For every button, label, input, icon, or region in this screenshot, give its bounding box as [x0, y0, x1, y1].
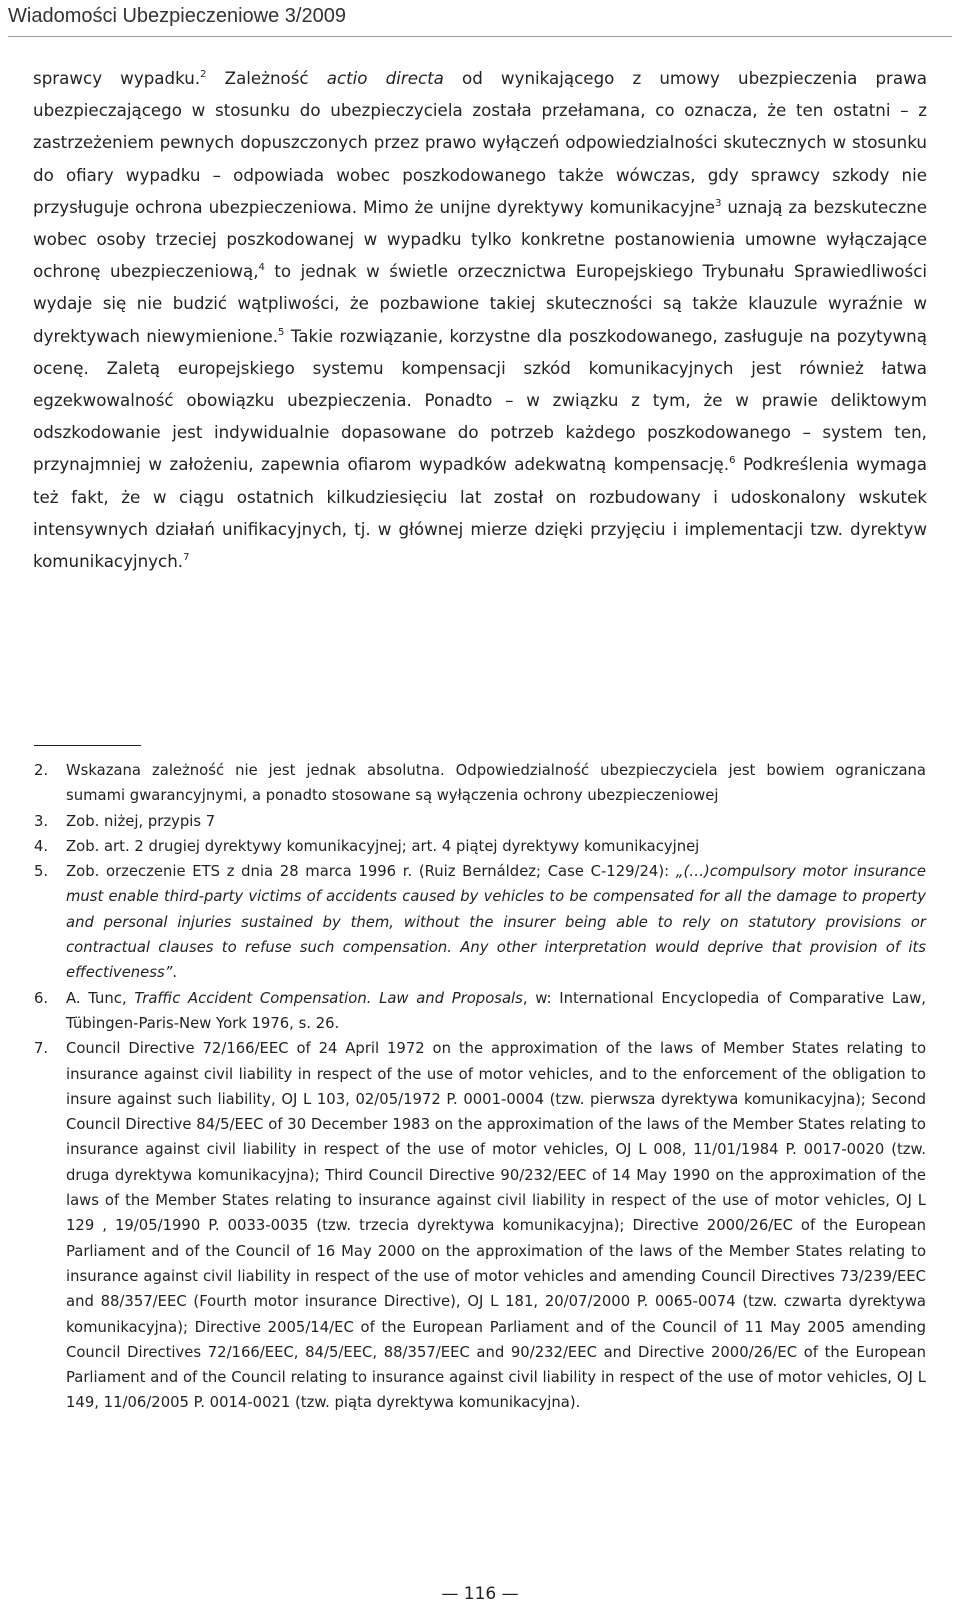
footnote-number: 6. — [34, 989, 49, 1007]
footnote-4 — [34, 834, 926, 859]
footnote-ref-2[interactable]: 2 — [200, 69, 207, 80]
footnote-text — [66, 859, 926, 985]
main-paragraph — [33, 62, 927, 577]
footnote-text: Council Directive 72/166/EEC of 24 April 1972 on the approximation of the laws of Member States relating to insurance against civil liability in respect of the use of motor vehicles, and to the enforcement of the obligation to insure against such liability, OJ L 103, 02/05/1972 P. 0001-0004 (tzw. pierwsza dyrektywa komunikacyjna); Second Council Directive 84/5/EEC of 30 December 1983 on the approximation of the laws of the Member States relating to insurance against civil liability in respect of the use of motor vehicles, OJ L 008, 11/01/1984 P. 0017-0020 (tzw. druga dyrektywa komunikacyjna); Third Council Directive 90/232/EEC of 14 May 1990 on the approximation of the laws of the Member States relating to insurance against civil liability in respect of the use of motor vehicles, OJ L 129 , 19/05/1990 P. 0033-0035 (tzw. trzecia dyrektywa komunikacyjna); Directive 2000/26/EC of the European Parliament and of the Council of 16 May 2000 on the approximation of the laws of the Member States relating to insurance against civil liability in respect of the use of motor vehicles and amending Council Directives 73/239/EEC and 88/357/EEC (Fourth motor insurance Directive), OJ L 181, 20/07/2000 P. 0065-0074 (tzw. czwarta dyrektywa komunikacyjna); Directive 2005/14/EC of the European Parliament and of the Council of 11 May 2005 amending Council Directives 72/166/EEC, 84/5/EEC, 88/357/EEC and 90/232/EEC and Directive 2000/26/EC of the European Parliament and of the Council relating to insurance against civil liability in respect of the use of motor vehicles, OJ L 149, 11/06/2005 P. 0014-0021 (tzw. piąta dyrektywa komunikacyjna). — [66, 1040, 926, 1412]
paragraph-text: sprawcy wypadku. — [33, 68, 201, 88]
italic-term: actio directa — [326, 68, 444, 88]
footnote-7 — [34, 1036, 926, 1415]
footnote-text: Wskazana zależność nie jest jednak absolutna. Odpowiedzialność ubezpieczyciela jest bowiem ograniczana sumami gwarancyjnymi, a ponadto stosowane są wyłączenia ochrony ubezpieczeniowej — [66, 762, 926, 805]
paragraph-text: Podkreślenia wymaga też fakt, że w ciągu ostatnich kilkudziesięciu lat został on rozbudowany i udoskonalony wskutek intensywnych działań unifikacyjnych, tj. w głównej mierze dzięki przyjęciu i implementacji tzw. dyrektyw komunikacyjnych. — [33, 454, 927, 572]
footnote-citation: Zob. orzeczenie ETS z dnia 28 marca 1996 r. (Ruiz Bernáldez; Case C-129/24): — [66, 863, 676, 881]
footnote-ref-3[interactable]: 3 — [715, 197, 722, 209]
footnote-author: A. Tunc, — [66, 989, 135, 1007]
footnote-ref-6[interactable]: 6 — [729, 455, 736, 467]
footnote-book-title: Traffic Accident Compensation. Law and Proposals — [134, 989, 523, 1007]
paragraph-text: od wynikającego z umowy ubezpieczenia prawa ubezpieczającego w stosunku do ubezpieczyciela została przełamana, co oznacza, że ten ostatni – z zastrzeżeniem pewnych dopuszczonych przez prawo wyłączeń odpowiedzialności skutecznych w stosunku do ofiary wypadku – odpowiada wobec poszkodowanego także wówczas, gdy sprawcy szkody nie przysługuje ochrona ubezpieczeniowa. Mimo że unijne dyrektywy komunikacyjne — [33, 68, 927, 217]
footnote-source: , w: International Encyclopedia of Comparative Law, Tübingen-Paris-New York 1976, s. 26. — [66, 989, 926, 1032]
footnote-5 — [34, 859, 926, 985]
paragraph-text: uznają za bezskuteczne wobec osoby trzeciej poszkodowanej w wypadku tylko konkretne postanowienia umowne wyłączające ochronę ubezpieczeniową, — [33, 196, 928, 282]
footnote-ref-4[interactable]: 4 — [258, 262, 265, 274]
footnotes — [34, 758, 926, 1416]
footnote-number: 7. — [34, 1040, 49, 1058]
footnote-text — [66, 986, 926, 1037]
footnote-end: . — [172, 964, 178, 982]
footnote-number: 2. — [34, 762, 49, 779]
page-number: — 116 — — [441, 1584, 519, 1604]
footnote-ref-7[interactable]: 7 — [183, 552, 190, 564]
footnote-text: Zob. art. 2 drugiej dyrektywy komunikacyjnej; art. 4 piątej dyrektywy komunikacyjnej — [66, 837, 700, 855]
paragraph-text: Zależność — [206, 68, 327, 88]
footnote-2 — [34, 758, 926, 809]
footnote-ref-5[interactable]: 5 — [278, 326, 285, 338]
footnote-quote: „(…)compulsory motor insurance must enable third-party victims of accidents caused by vehicles to be compensated for all the damage to property and personal injuries sustained by them, without the insurer being able to rely on statutory provisions or contractual clauses to refuse such compensation. Any other interpretation would deprive that provision of its effectiveness” — [66, 863, 926, 982]
footnote-6 — [34, 986, 926, 1037]
footnote-text: Zob. niżej, przypis 7 — [66, 812, 216, 830]
paragraph-text: to jednak w świetle orzecznictwa Europejskiego Trybunału Sprawiedliwości wydaje się nie budzić wątpliwości, że pozbawione takiej skuteczności są także klauzule wyraźnie w dyrektywach niewymienione. — [33, 261, 927, 346]
footnote-number: 5. — [34, 863, 49, 881]
footnote-number: 3. — [34, 812, 49, 830]
footnote-separator — [34, 745, 141, 746]
running-header — [8, 2, 952, 37]
footnote-number: 4. — [34, 837, 49, 855]
journal-title: Wiadomości Ubezpieczeniowe 3/2009 — [8, 5, 346, 27]
paragraph-text: Takie rozwiązanie, korzystne dla poszkodowanego, zasługuje na pozytywną ocenę. Zaletą europejskiego systemu kompensacji szkód komunikacyjnych jest również łatwa egzekwowalność obowiązku ubezpieczenia. Ponadto – w związku z tym, że w prawie deliktowym odszkodowanie jest indywidualnie dopasowane do potrzeb każdego poszkodowanego – system ten, przynajmniej w założeniu, zapewnia ofiarom wypadków adekwatną kompensację. — [33, 325, 927, 475]
footnote-3 — [34, 809, 926, 834]
